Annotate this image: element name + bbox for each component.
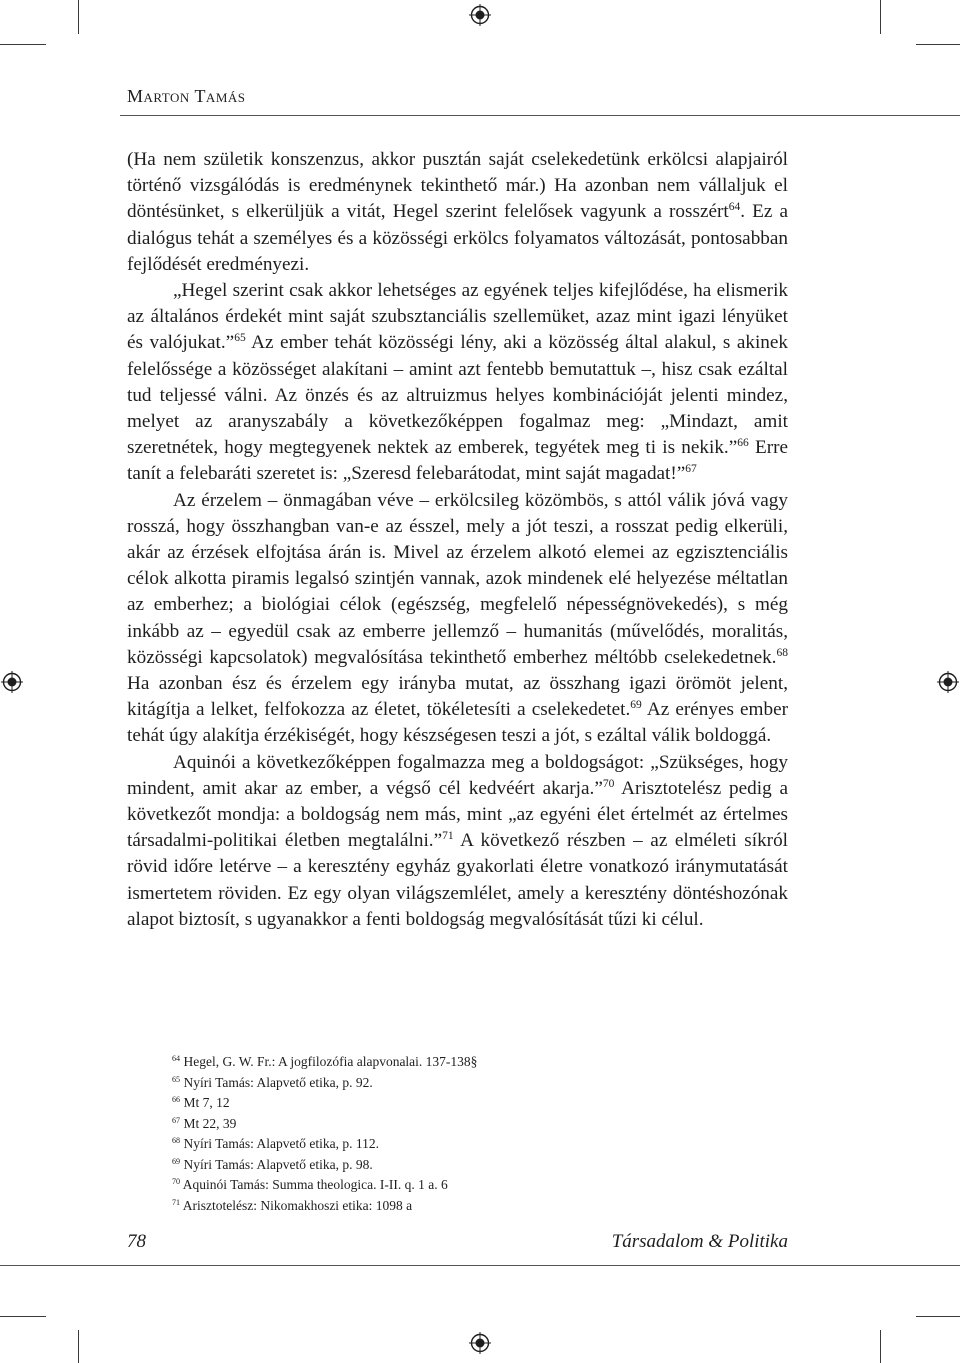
footnote-ref[interactable]: 71 xyxy=(442,830,454,843)
footnote: $^{64}$ Hegel, G. W. Fr.: A jogfilozófia alapvonalai. 137-138§ xyxy=(172,1054,478,1069)
footnote: $^{70}$ Aquinói Tamás: Summa theologica. I-II. q. 1 a. 6 xyxy=(172,1177,448,1192)
footer-rule xyxy=(0,1265,960,1266)
crop-mark-bottom-right xyxy=(916,1316,960,1317)
footnote-ref[interactable]: 66 xyxy=(737,437,749,450)
footnote-ref[interactable]: 64 xyxy=(728,201,741,214)
footnote: $^{66}$ Mt 7, 12 xyxy=(172,1095,230,1110)
crop-mark-top-left xyxy=(0,44,46,45)
registration-mark-icon xyxy=(937,671,959,693)
page-footer xyxy=(127,1231,788,1253)
crop-mark-top-right-vertical xyxy=(880,0,881,34)
footnote: $^{67}$ Mt 22, 39 xyxy=(172,1115,237,1131)
body-text xyxy=(127,147,788,933)
header-rule xyxy=(120,115,960,116)
paragraph-4: Aquinói a következőképpen fogalmazza meg a boldogságot: „Szükséges, hogy mindent, amit akar az ember, a végső cél kedvéért akarja.”$^{70}$ Arisztotelész pedig a következőt mondja: a boldogság nem más, mint „az egyéni élet értelmét az értelmes társadalmi-politikai életben megtalálni.”$^{71}$ A következő részben – az elméleti síkról rövid időre letérve – a keresztény egyház gyakorlati életre vonatkozó iránymutatását ismertetem röviden. Ez egy olyan világszemlélet, amely a keresztény döntéshozónak alapot biztosít, s ugyanakkor a fenti boldogság megvalósítását tűzi ki célul. xyxy=(127,751,788,930)
footnote-ref[interactable]: 70 xyxy=(602,777,615,790)
crop-mark-bottom-right-vertical xyxy=(880,1330,881,1363)
paragraph-1: (Ha nem születik konszenzus, akkor pusztán saját cselekedetünk erkölcsi alapjairól történő vizsgálódás is eredménynek tekinthető már.) Ha azonban nem vállaljuk el döntésünket, s elkerüljük a vitát, Hegel szerint felelősek vagyunk a rosszért$^{64}$. Ez a dialógus tehát a személyes és a közösségi erkölcs folyamatos változását, pontosabban fejlődését eredményezi. xyxy=(127,149,788,275)
page-number: 78 xyxy=(127,1231,146,1252)
crop-mark-top-left-vertical xyxy=(78,0,79,34)
paragraph-2: „Hegel szerint csak akkor lehetséges az egyének teljes kifejlődése, ha elismerik az általános érdekét mint saját szubsztanciális szellemüket, azaz mint igazi lényüket és valójukat.”$^{65}$ Az ember tehát közösségi lény, aki a közösség által alakul, s akinek felelőssége a közösséget alakítani – amint azt fentebb bemutattuk –, hisz csak ezáltal tud teljessé válni. Az önzés és az altruizmus helyes kombinációját jelenti mindez, melyet az aranyszabály a következőképpen fogalmaz meg: „Mindazt, amit szeretnétek, hogy megtegyenek nektek az emberek, tegyétek meg ti is nekik.”$^{66}$ Erre tanít a felebaráti szeretet is: „Szeresd felebarátodat, mint saját magadat!”$^{67}$ xyxy=(127,280,788,485)
paragraph-3: Az érzelem – önmagában véve – erkölcsileg közömbös, s attól válik jóvá vagy rosszá, hogy összhangban van-e az ésszel, mely a jót teszi, a rosszat pedig elkerüli, akár az érzések elfojtása árán is. Mivel az érzelem alkotó elemei az egzisztenciális célok alkotta piramis legalsó szintjén vannak, azok mindenek elé helyezése méltatlan az emberhez; a biológiai célok (egészség, megfelelő népességnövekedés), s még inkább az – egyedül csak az emberre jellemző – humanitás (művelődés, moralitás, közösségi kapcsolatok) megvalósítása tekinthető emberhez méltóbb cselekedetnek.$^{68}$ Ha azonban ész és érzelem egy irányba mutat, az összhang igazi örömöt jelent, kitágítja a lelket, felfokozza az életet, tökéletesíti a cselekedetet.$^{69}$ Az erényes ember tehát úgy alakítja érzékiségét, hogy készségesen teszi a jót, s ezáltal válik boldoggá. xyxy=(127,489,788,747)
footnote-ref[interactable]: 67 xyxy=(685,463,697,476)
registration-mark-icon xyxy=(1,671,23,693)
registration-mark-icon xyxy=(469,4,491,26)
crop-mark-bottom-left-vertical xyxy=(78,1330,79,1363)
footnote: $^{69}$ Nyíri Tamás: Alapvető etika, p. 98. xyxy=(172,1156,373,1172)
crop-mark-top-right xyxy=(916,44,960,45)
footnote-ref[interactable]: 68 xyxy=(776,646,788,659)
footnote-ref[interactable]: 65 xyxy=(234,332,246,345)
journal-title: Társadalom & Politika xyxy=(611,1231,788,1252)
footnote: $^{65}$ Nyíri Tamás: Alapvető etika, p. 92. xyxy=(172,1074,373,1090)
crop-mark-bottom-left xyxy=(0,1316,46,1317)
footnote-ref[interactable]: 69 xyxy=(630,699,642,712)
footnote: $^{71}$ Arisztotelész: Nikomakhoszi etika: 1098 a xyxy=(172,1197,413,1213)
footnotes xyxy=(172,1052,772,1216)
registration-mark-icon xyxy=(469,1332,491,1354)
footnote: $^{68}$ Nyíri Tamás: Alapvető etika, p. 112. xyxy=(172,1136,379,1151)
running-head: Marton Tamás xyxy=(127,86,246,106)
